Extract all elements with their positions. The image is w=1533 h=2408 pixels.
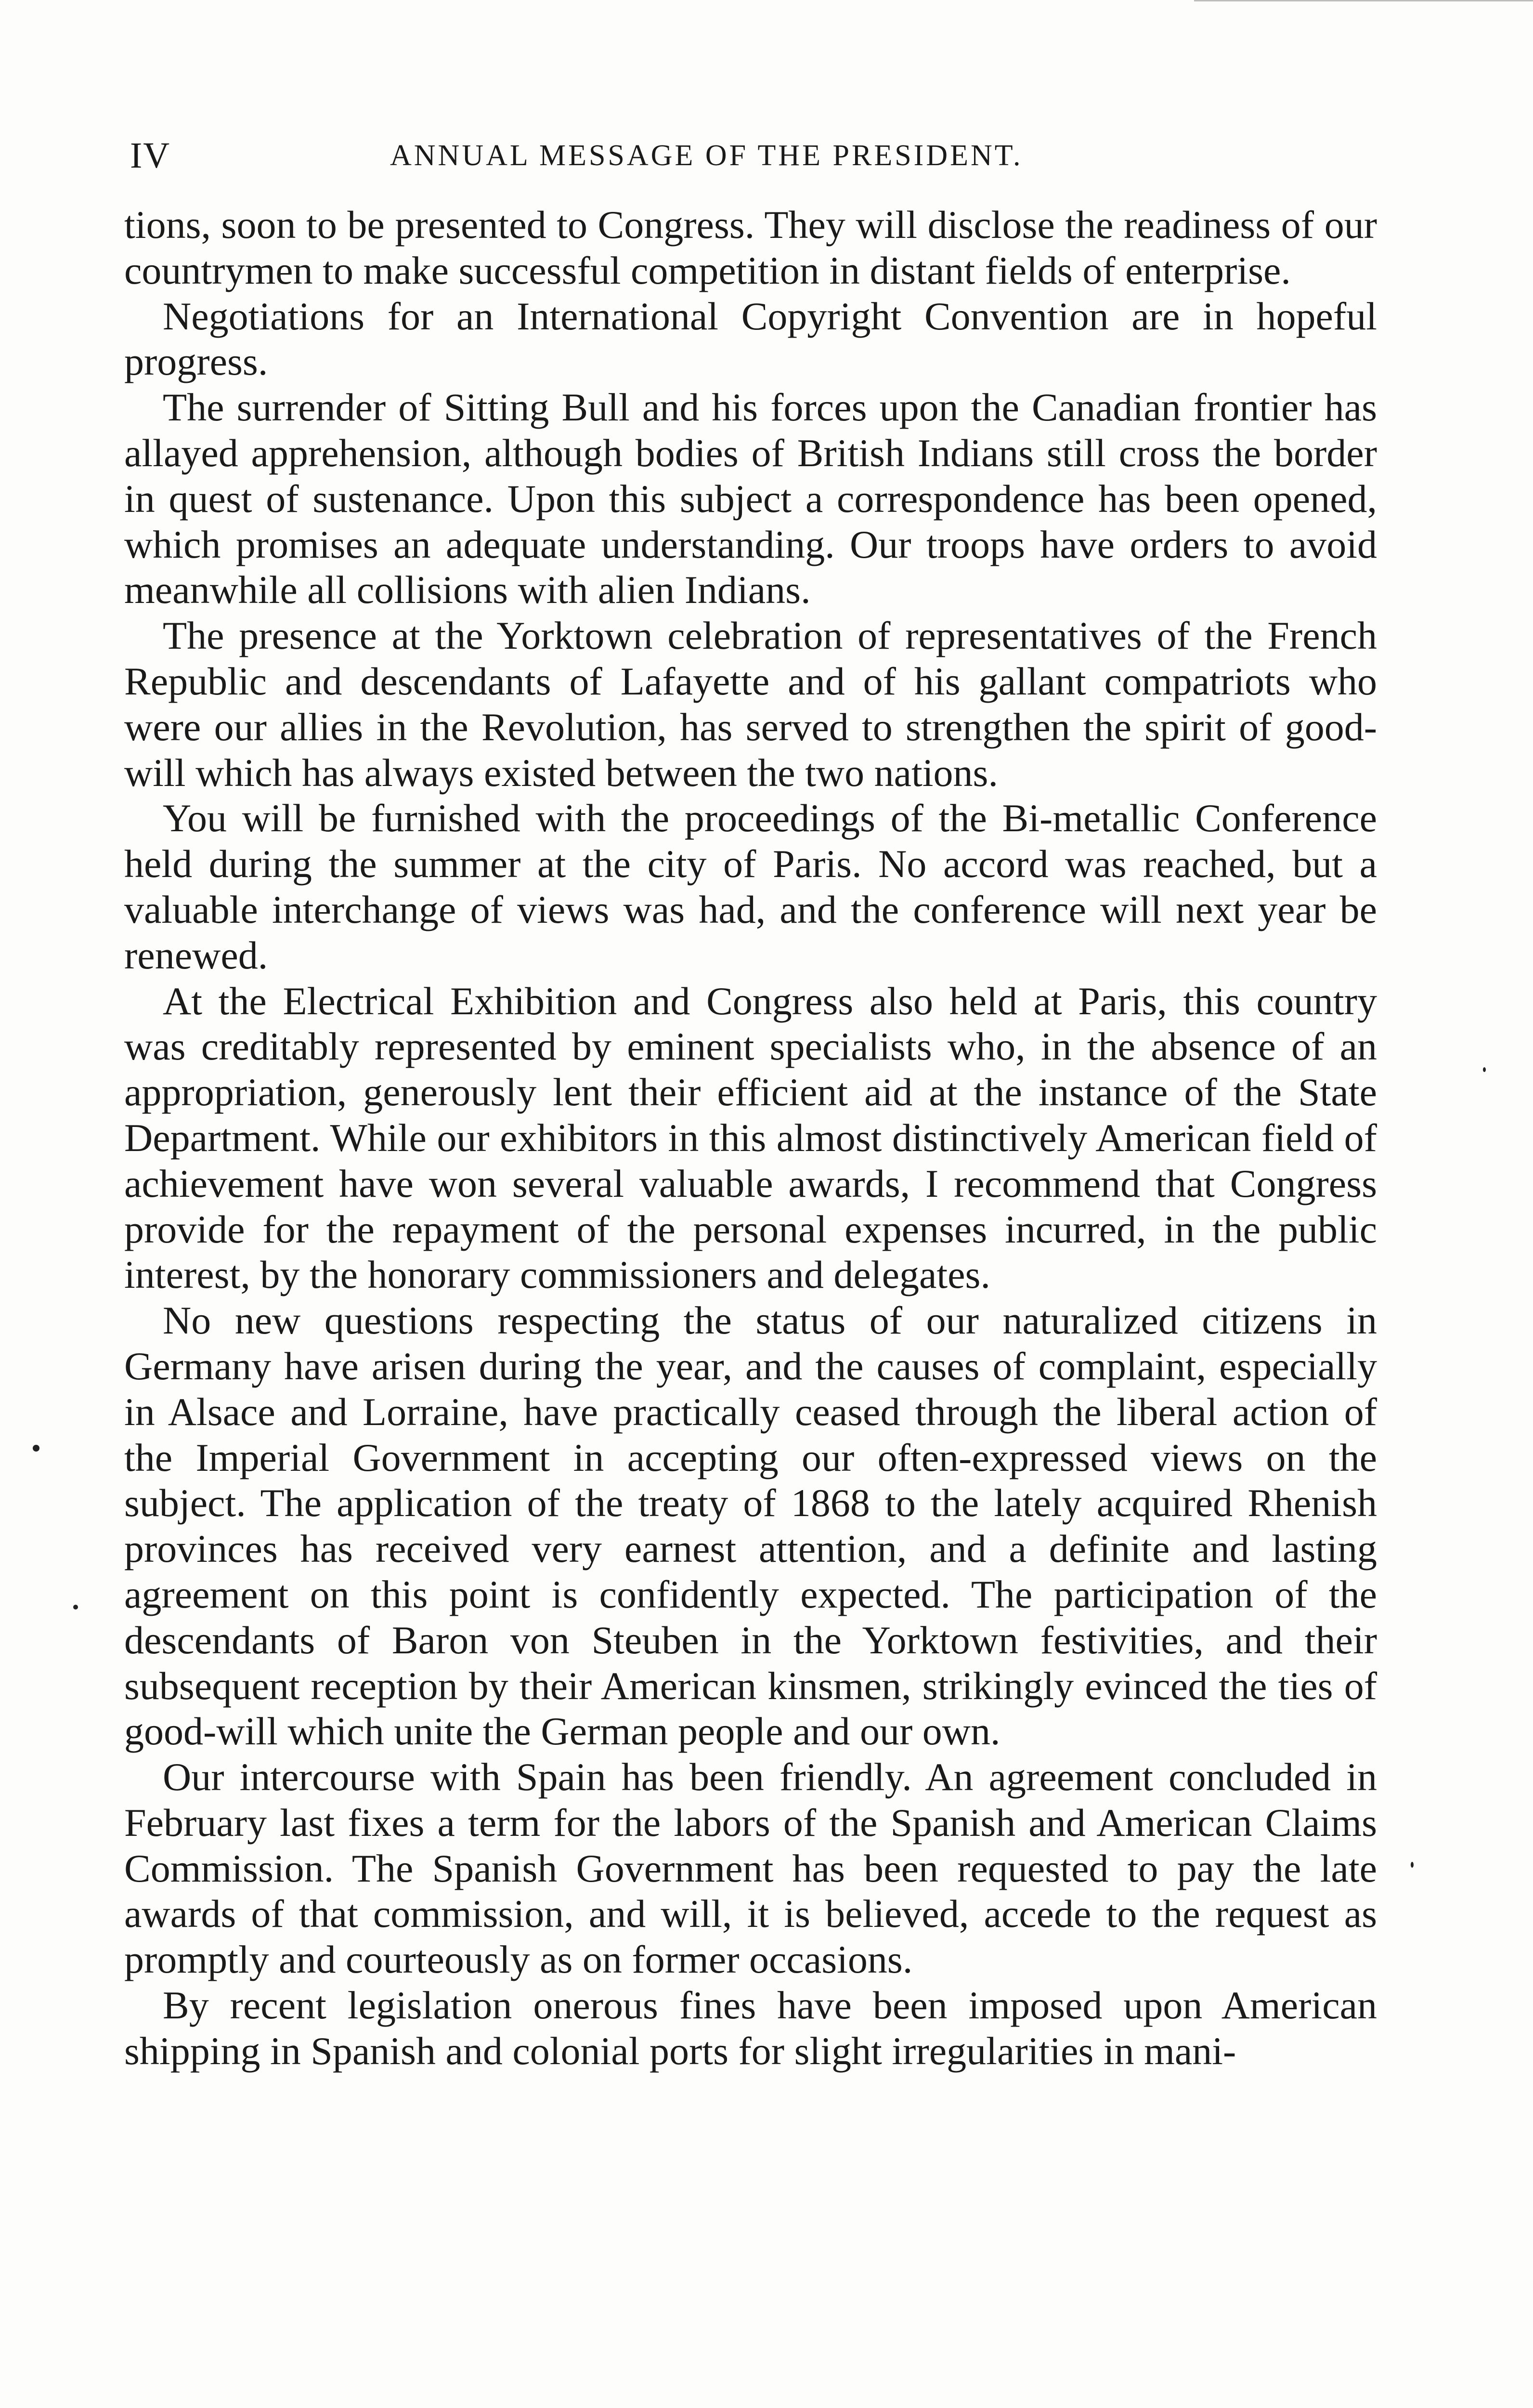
page-header	[116, 130, 1377, 188]
paragraph-germany: No new questions respecting the status of our naturalized citizens in Germany have arisen during the year, and the causes of complaint, especially in Alsace and Lorraine, have practically ceased through the liberal action of the Imperial Government in accepting our often-expressed views on the subject. The application of the treaty of 1868 to the lately acquired Rhenish provinces has received very earnest attention, and a definite and lasting agreement on this point is confidently expected. The participation of the descendants of Baron von Steuben in the Yorktown festivities, and their subsequent reception by their American kinsmen, strikingly evinced the ties of good-will which unite the German people and our own.	[124, 1298, 1377, 1754]
paragraph-electrical-exhibition: At the Electrical Exhibition and Congress also held at Paris, this country was creditably represented by eminent specialists who, in the absence of an appropriation, generously lent their efficient aid at the instance of the State Department. While our exhibitors in this almost distinctively American field of achievement have won several valuable awards, I recommend that Congress provide for the repayment of the personal expenses incurred, in the public interest, by the honorary commissioners and delegates.	[124, 979, 1377, 1297]
running-head: ANNUAL MESSAGE OF THE PRESIDENT.	[390, 139, 1023, 172]
scan-speck	[73, 1605, 78, 1610]
paragraph-shipping-fines: By recent legislation onerous fines have been imposed upon American shipping in Spanish and colonial ports for slight irregularities in mani-	[124, 1983, 1377, 2073]
scan-speck	[1411, 1862, 1414, 1868]
paragraph-copyright: Negotiations for an International Copyright Convention are in hopeful progress.	[124, 294, 1377, 384]
paragraph-spain: Our intercourse with Spain has been friendly. An agreement concluded in February last fixes a term for the labors of the Spanish and American Claims Commission. The Spanish Government has been requested to pay the late awards of that commission, and will, it is believed, accede to the request as promptly and courteously as on former occasions.	[124, 1755, 1377, 1982]
page-edge-line	[1194, 0, 1533, 4]
paragraph-sitting-bull: The surrender of Sitting Bull and his forces upon the Canadian frontier has allayed apprehension, although bodies of British Indians still cross the border in quest of sustenance. Upon this subject a correspondence has been opened, which promises an adequate understanding. Our troops have orders to avoid meanwhile all collisions with alien Indians.	[124, 385, 1377, 612]
body-text	[124, 202, 1377, 2074]
paragraph-bimetallic: You will be furnished with the proceedings of the Bi-metallic Conference held during the summer at the city of Paris. No accord was reached, but a valuable interchange of views was had, and the conference will next year be renewed.	[124, 796, 1377, 977]
scan-speck	[1483, 1067, 1486, 1072]
paragraph-yorktown: The presence at the Yorktown celebration of representatives of the French Republic and descendants of Lafayette and of his gallant compatriots who were our allies in the Revolution, has served to strengthen the spirit of good-will which has always existed between the two nations.	[124, 614, 1377, 795]
page-number: IV	[130, 135, 171, 176]
scan-speck	[33, 1445, 39, 1452]
paragraph-continued: tions, soon to be presented to Congress. They will disclose the readiness of our countrymen to make successful competition in distant fields of enterprise.	[124, 203, 1377, 292]
